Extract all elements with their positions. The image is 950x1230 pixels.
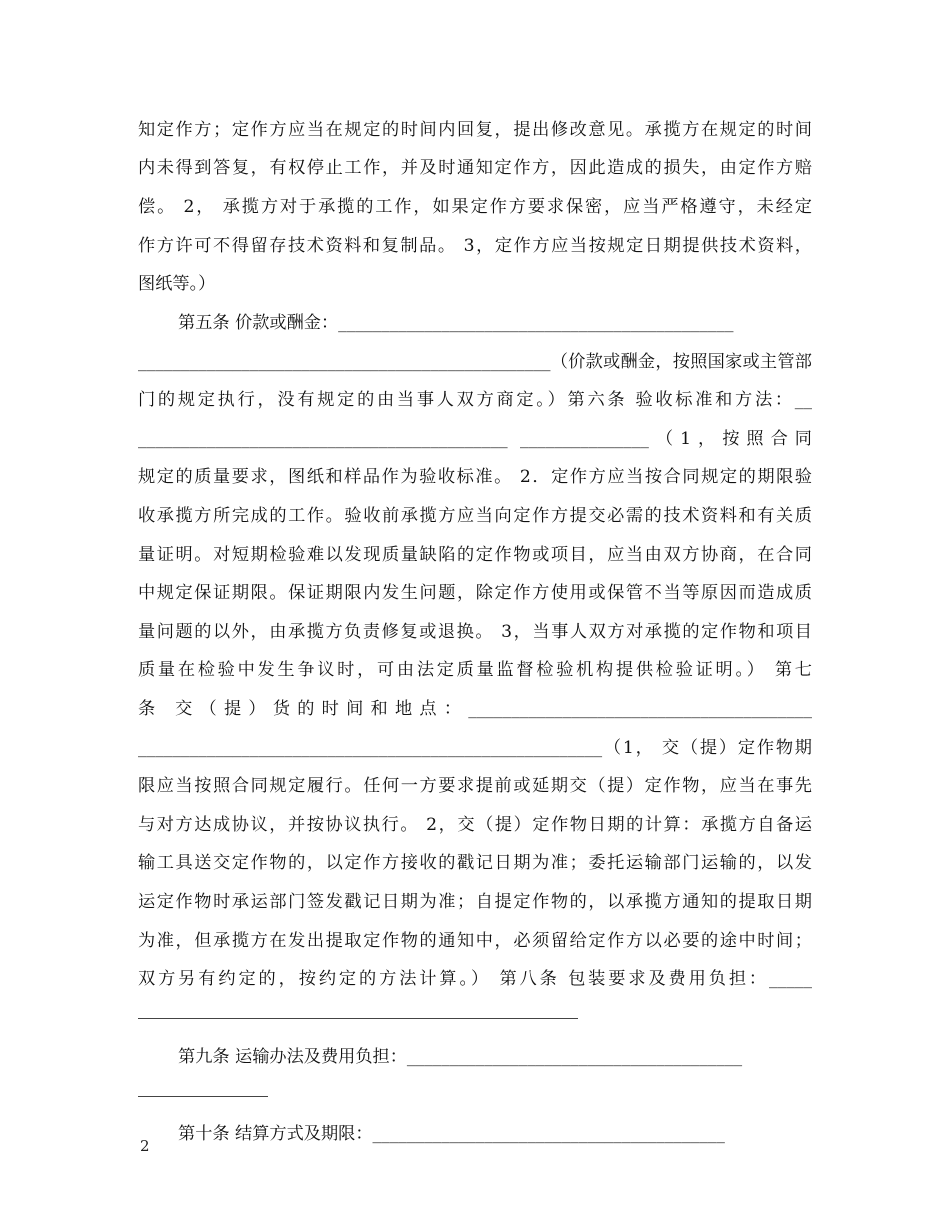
article-5-heading: 第五条 价款或酬金：______________________________________________ bbox=[178, 313, 734, 333]
blank-line bbox=[138, 1096, 268, 1097]
text-line: 偿。 2， 承揽方对于承揽的工作，如果定作方要求保密，应当严格遵守，未经定 bbox=[138, 197, 812, 217]
article-6-line: 门的规定执行，没有规定的由当事人双方商定。）第六条 验收标准和方法：__ bbox=[138, 390, 812, 410]
text-line: 与对方达成协议，并按协议执行。 2，交（提）定作物日期的计算：承揽方自备运 bbox=[138, 815, 812, 835]
article-7-line: 条 交（提）货的时间和地点：________________________________________ bbox=[138, 699, 812, 719]
text-line: 收承揽方所完成的工作。验收前承揽方应当向定作方提交必需的技术资料和有关质 bbox=[138, 506, 812, 526]
text-line: 图纸等。） bbox=[138, 274, 216, 294]
text-line: 运定作物时承运部门签发戳记日期为准；自提定作物的，以承揽方通知的提取日期 bbox=[138, 892, 812, 912]
text-line: 知定作方；定作方应当在规定的时间内回复，提出修改意见。承揽方在规定的时间 bbox=[138, 120, 812, 140]
article-9-line: 第九条 运输办法及费用负担：_______________________________________ bbox=[178, 1047, 743, 1067]
page-number: 2 bbox=[140, 1137, 150, 1155]
text-line: 量证明。对短期检验难以发现质量缺陷的定作物或项目，应当由双方协商，在合同 bbox=[138, 545, 812, 565]
text-line: 为准，但承揽方在发出提取定作物的通知中，必须留给定作方以必要的途中时间； bbox=[138, 931, 812, 951]
text-line: 输工具送交定作物的，以定作方接收的戳记日期为准；委托运输部门运输的，以发 bbox=[138, 853, 812, 873]
text-line: ________________________________________________（价款或酬金，按照国家或主管部 bbox=[138, 352, 812, 372]
article-10-line: 第十条 结算方式及期限：_________________________________________ bbox=[178, 1124, 725, 1144]
article-8-line: 双方另有约定的，按约定的方法计算。） 第八条 包装要求及费用负担：_____ bbox=[138, 969, 812, 989]
text-line: ______________________________________________________（1， 交（提）定作物期 bbox=[138, 738, 812, 758]
text-line: 作方许可不得留存技术资料和复制品。 3，定作方应当按规定日期提供技术资料， bbox=[138, 236, 812, 256]
text-line: 量问题的以外，由承揽方负责修复或退换。 3，当事人双方对承揽的定作物和项目 bbox=[138, 622, 812, 642]
text-line: 中规定保证期限。保证期限内发生问题，除定作方使用或保管不当等原因而造成质 bbox=[138, 583, 812, 603]
text-line: 质量在检验中发生争议时，可由法定质量监督检验机构提供检验证明。） 第七 bbox=[138, 660, 812, 680]
text-line: 限应当按照合同规定履行。任何一方要求提前或延期交（提）定作物，应当在事先 bbox=[138, 776, 812, 796]
text-line: 内未得到答复，有权停止工作，并及时通知定作方，因此造成的损失，由定作方赔 bbox=[138, 158, 812, 178]
blank-line bbox=[138, 1018, 578, 1019]
text-line: ___________________________________________ _______________（1，按照合同 bbox=[138, 429, 812, 449]
text-line: 规定的质量要求，图纸和样品作为验收标准。 2．定作方应当按合同规定的期限验 bbox=[138, 467, 812, 487]
